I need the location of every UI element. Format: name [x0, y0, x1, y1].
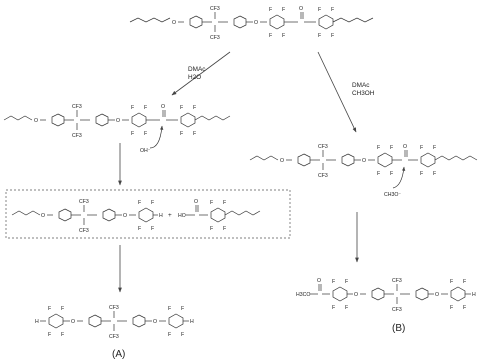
tetrafluorophenylene-ring: [211, 208, 225, 222]
fluorine-label: F: [390, 171, 394, 177]
tetrafluorophenylene-ring: [132, 113, 146, 127]
plus-sign: +: [168, 212, 172, 219]
tetrafluorophenylene-ring: [181, 113, 195, 127]
tetrafluorophenylene-ring: [49, 314, 63, 328]
fluorine-label: F: [168, 306, 172, 312]
tetrafluorophenylene-ring: [378, 153, 392, 167]
fluorine-label: F: [138, 200, 142, 206]
carbonyl-oxygen-label: O: [299, 6, 304, 12]
fluorine-label: F: [61, 332, 65, 338]
carboxylic-acid-fragment: [178, 199, 260, 232]
fluorine-label: F: [269, 7, 273, 13]
cf3-label: CF3: [392, 278, 402, 284]
phenylene-ring: [133, 315, 145, 327]
ether-oxygen-label: O: [123, 213, 128, 219]
fluorine-label: F: [377, 145, 381, 151]
fluorine-label: F: [48, 332, 52, 338]
cf3-label: CF3: [109, 305, 119, 311]
fluorine-label: F: [433, 145, 437, 151]
methoxide-label: CH3O⁻: [384, 192, 402, 198]
fluorine-label: F: [210, 200, 214, 206]
cf3-label: CF3: [79, 199, 89, 205]
fluorine-label: F: [332, 305, 336, 311]
ether-oxygen-label: O: [354, 292, 359, 298]
phenylene-ring: [234, 16, 246, 28]
cf3-label: CF3: [109, 334, 119, 340]
fluorine-label: F: [138, 226, 142, 232]
starting-material: [130, 6, 373, 41]
phenylene-ring: [298, 154, 310, 166]
fluorine-label: F: [377, 171, 381, 177]
hydroxide-intermediate: [4, 104, 230, 154]
fluorine-label: F: [223, 200, 227, 206]
fluorine-label: F: [463, 279, 467, 285]
cf3-label: CF3: [392, 307, 402, 313]
carbonyl-oxygen-label: O: [161, 104, 166, 110]
phenylene-ring: [342, 154, 354, 166]
cf3-label: CF3: [318, 144, 328, 150]
phenylene-ring: [372, 288, 384, 300]
hydroxide-label: OH⁻: [140, 148, 151, 154]
methoxide-intermediate: [250, 144, 477, 198]
phenylene-ring: [89, 315, 101, 327]
fluorine-label: F: [131, 105, 135, 111]
cf3-label: CF3: [210, 35, 220, 41]
fluorine-label: F: [48, 306, 52, 312]
fluorine-label: F: [151, 200, 155, 206]
cf3-label: CF3: [72, 133, 82, 139]
methyl-ester-label: H3CO: [296, 292, 311, 298]
fluorine-label: F: [450, 279, 454, 285]
fluorine-label: F: [181, 306, 185, 312]
fluorine-label: F: [345, 305, 349, 311]
fluorine-label: F: [331, 33, 335, 39]
product-a: [35, 305, 194, 340]
fluorine-label: F: [282, 7, 286, 13]
fluorine-label: F: [210, 226, 214, 232]
fluorine-label: F: [61, 306, 65, 312]
hydrogen-label: H: [190, 319, 194, 325]
fluorine-label: F: [144, 105, 148, 111]
ether-oxygen-label: O: [435, 292, 440, 298]
ether-oxygen-label: O: [71, 319, 76, 325]
ether-oxygen-label: O: [172, 20, 177, 26]
fluorine-label: F: [390, 145, 394, 151]
fluorine-label: F: [144, 131, 148, 137]
fluorine-label: F: [269, 33, 273, 39]
curved-attack-arrow: [393, 167, 404, 188]
fluorine-label: F: [345, 279, 349, 285]
tetrafluorophenylene-ring: [319, 15, 333, 29]
svg-text:CH3OH: CH3OH: [352, 90, 375, 97]
svg-text:DMAc: DMAc: [188, 66, 206, 73]
fluorine-label: F: [332, 279, 336, 285]
phenylene-ring: [416, 288, 428, 300]
conditions-right: [352, 82, 375, 97]
carbonyl-oxygen-label: O: [403, 144, 408, 150]
phenylene-ring: [190, 16, 202, 28]
fluorine-label: F: [420, 171, 424, 177]
fluorine-label: F: [420, 145, 424, 151]
tetrafluorophenylene-ring: [139, 208, 153, 222]
phenylene-ring: [59, 209, 71, 221]
conditions-left: [188, 66, 206, 81]
fluorine-label: F: [180, 131, 184, 137]
hydroxyl-label: HO: [178, 213, 186, 219]
fluorine-label: F: [331, 7, 335, 13]
ether-oxygen-label: O: [362, 158, 367, 164]
cf3-label: CF3: [72, 104, 82, 110]
hydrogen-label: H: [472, 292, 476, 298]
fluorine-label: F: [433, 171, 437, 177]
tetrafluorophenylene-ring: [333, 287, 347, 301]
curved-attack-arrow: [150, 126, 162, 148]
cf3-label: CF3: [210, 6, 220, 12]
fluorine-label: F: [131, 131, 135, 137]
fluorine-label: F: [181, 332, 185, 338]
carbonyl-oxygen-label: O: [317, 278, 322, 284]
product-b-label: (B): [392, 323, 406, 334]
fluorine-label: F: [168, 332, 172, 338]
fluorine-label: F: [223, 226, 227, 232]
ether-oxygen-label: O: [41, 213, 46, 219]
fluorine-label: F: [463, 305, 467, 311]
phenylene-ring: [103, 209, 115, 221]
fluorine-label: F: [193, 105, 197, 111]
tetrafluorophenylene-ring: [451, 287, 465, 301]
fluorine-label: F: [193, 131, 197, 137]
ether-oxygen-label: O: [116, 118, 121, 124]
fluorine-label: F: [318, 33, 322, 39]
phenylene-ring: [96, 114, 108, 126]
hydrogen-label: H: [35, 319, 39, 325]
cf3-label: CF3: [318, 173, 328, 179]
tetrafluorophenylene-ring: [270, 15, 284, 29]
fluorine-label: F: [282, 33, 286, 39]
tetrafluorophenylene-ring: [421, 153, 435, 167]
fluorine-label: F: [450, 305, 454, 311]
phenylene-ring: [52, 114, 64, 126]
fluorine-label: F: [180, 105, 184, 111]
fluorine-label: F: [318, 7, 322, 13]
svg-text:H2O: H2O: [188, 74, 202, 81]
ether-oxygen-label: O: [280, 158, 285, 164]
carbonyl-oxygen-label: O: [194, 199, 199, 205]
reaction-arrow-right: [318, 52, 356, 132]
hydrogen-label: H: [159, 213, 163, 219]
ether-oxygen-label: O: [34, 118, 39, 124]
ether-oxygen-label: O: [153, 319, 158, 325]
product-b: [296, 278, 476, 313]
cf3-label: CF3: [79, 228, 89, 234]
fluorine-label: F: [151, 226, 155, 232]
ether-oxygen-label: O: [254, 20, 259, 26]
cleaved-ether-fragment: [12, 199, 163, 234]
product-a-label: (A): [112, 349, 126, 360]
svg-text:DMAc: DMAc: [352, 82, 370, 89]
tetrafluorophenylene-ring: [169, 314, 183, 328]
